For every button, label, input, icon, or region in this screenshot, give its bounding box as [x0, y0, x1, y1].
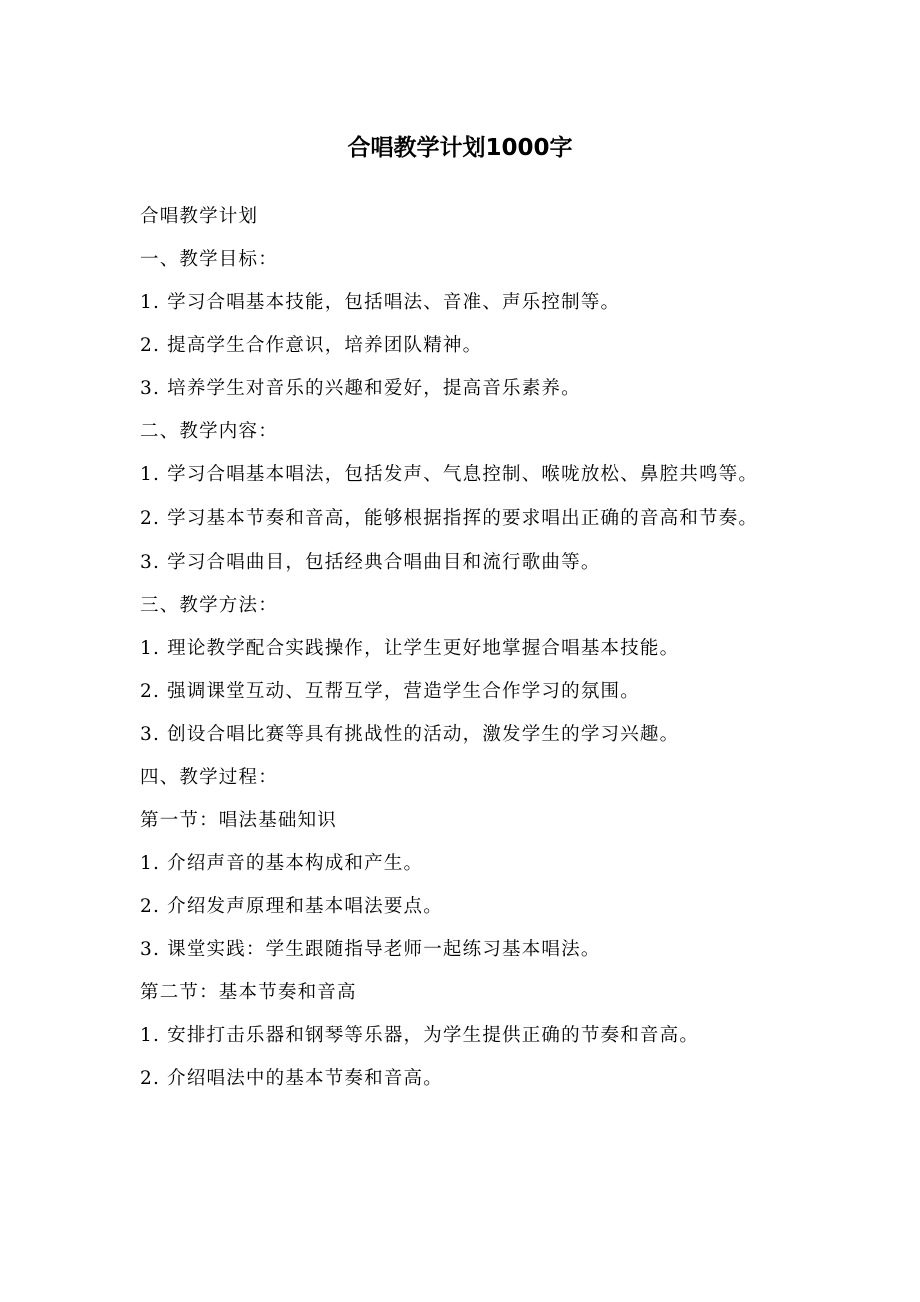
paragraph: 2. 强调课堂互动、互帮互学，营造学生合作学习的氛围。 [140, 681, 640, 702]
paragraph: 1. 学习合唱基本技能，包括唱法、音准、声乐控制等。 [140, 292, 621, 313]
section-heading-content: 二、教学内容： [140, 421, 278, 442]
subsection-heading-2: 第二节：基本节奏和音高 [140, 982, 357, 1003]
paragraph: 2. 提高学生合作意识，培养团队精神。 [140, 335, 483, 356]
paragraph: 2. 学习基本节奏和音高，能够根据指挥的要求唱出正确的音高和节奏。 [140, 508, 759, 529]
paragraph: 3. 学习合唱曲目，包括经典合唱曲目和流行歌曲等。 [140, 552, 601, 573]
paragraph: 1. 学习合唱基本唱法，包括发声、气息控制、喉咙放松、鼻腔共鸣等。 [140, 464, 759, 485]
paragraph: 1. 理论教学配合实践操作，让学生更好地掌握合唱基本技能。 [140, 638, 680, 659]
paragraph: 2. 介绍发声原理和基本唱法要点。 [140, 896, 443, 917]
section-heading-process: 四、教学过程： [140, 767, 278, 788]
subsection-heading-1: 第一节：唱法基础知识 [140, 810, 338, 831]
paragraph: 2. 介绍唱法中的基本节奏和音高。 [140, 1068, 443, 1089]
paragraph: 3. 课堂实践：学生跟随指导老师一起练习基本唱法。 [140, 939, 601, 960]
paragraph: 1. 介绍声音的基本构成和产生。 [140, 853, 424, 874]
paragraph: 3. 创设合唱比赛等具有挑战性的活动，激发学生的学习兴趣。 [140, 724, 680, 745]
paragraph: 3. 培养学生对音乐的兴趣和爱好，提高音乐素养。 [140, 378, 581, 399]
paragraph: 1. 安排打击乐器和钢琴等乐器，为学生提供正确的节奏和音高。 [140, 1025, 700, 1046]
document-title: 合唱教学计划1000字 [347, 135, 573, 161]
paragraph-subtitle: 合唱教学计划 [140, 206, 259, 227]
section-heading-goals: 一、教学目标： [140, 249, 278, 270]
document-body [140, 204, 780, 1109]
section-heading-methods: 三、教学方法： [140, 595, 278, 616]
